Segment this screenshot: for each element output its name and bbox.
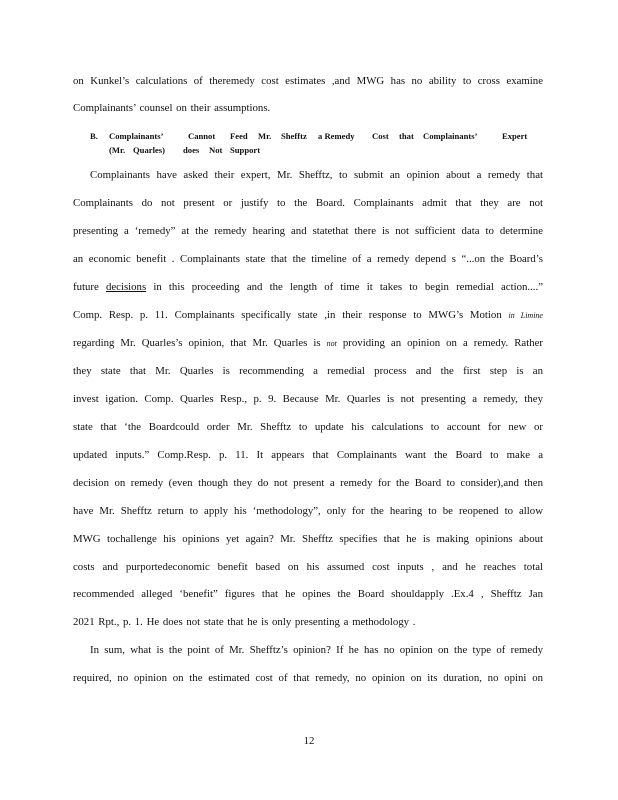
heading-word: Cannot: [188, 131, 216, 141]
heading-word: that: [399, 131, 414, 141]
text-run: regarding Mr. Quarles’s opinion, that Mr. Quarles is: [73, 337, 321, 349]
text-line: Complainants have asked their expert, Mr. Shefftz, to submit an opinion about a remedy that: [90, 169, 543, 181]
text-line: Complainants do not present or justify to the Board. Complainants admit that they are not: [73, 197, 543, 209]
text-line: invest igation. Comp. Quarles Resp., p. 9. Because Mr. Quarles is not presenting a remedy, they: [73, 393, 543, 405]
heading-word: (Mr.: [109, 145, 126, 155]
text-line: recommended alleged ‘benefit” figures that he opines the Board shouldapply .Ex.4 , Shefftz Jan: [73, 588, 543, 600]
text-run: providing an opinion on a remedy. Rather: [342, 337, 543, 349]
heading-word: Shefftz: [281, 131, 307, 141]
text-line: [73, 280, 543, 294]
heading-word: Not: [209, 145, 223, 155]
heading-word: Mr.: [258, 131, 272, 141]
italic-word: not: [326, 339, 337, 348]
text-line: decision on remedy (even though they do not present a remedy for the Board to consider),and then: [73, 477, 543, 489]
heading-word: a Remedy: [318, 131, 355, 141]
heading-word: Complainants’: [423, 131, 478, 141]
text-run: in this proceeding and the length of time it takes to begin remedial action....”: [153, 281, 543, 293]
text-line: 2021 Rpt., p. 1. He does not state that he is only presenting a methodology .: [73, 616, 416, 628]
heading-word: Cost: [372, 131, 389, 141]
heading-word: Expert: [502, 131, 528, 141]
text-line: Complainants’ counsel on their assumptions.: [73, 102, 271, 114]
text-line: [73, 336, 543, 350]
heading-letter: B.: [90, 131, 98, 141]
text-line: updated inputs.” Comp.Resp. p. 11. It appears that Complainants want the Board to make a: [73, 449, 543, 461]
heading-word: Support: [230, 145, 261, 155]
heading-word: does: [183, 145, 200, 155]
underlined-word: decisions: [105, 281, 147, 293]
page-number: 12: [303, 735, 315, 747]
heading-word: Complainants’: [109, 131, 164, 141]
text-run: future: [73, 281, 99, 293]
heading-word: Feed: [230, 131, 248, 141]
text-line: they state that Mr. Quarles is recommending a remedial process and the first step is an: [73, 365, 543, 377]
text-line: have Mr. Shefftz return to apply his ‘methodology”, only for the hearing to be reopened to allow: [73, 505, 543, 517]
text-line: costs and purportedeconomic benefit based on his assumed cost inputs , and he reaches total: [73, 561, 543, 573]
text-line: state that ‘the Boardcould order Mr. Shefftz to update his calculations to account for new or: [73, 421, 543, 433]
text-line: an economic benefit . Complainants state that the timeline of a remedy depend s “...on the Board’s: [73, 253, 543, 265]
text-line: MWG tochallenge his opinions yet again? Mr. Shefftz specifies that he is making opinions about: [73, 533, 543, 545]
text-line: [73, 308, 543, 322]
text-line: required, no opinion on the estimated cost of that remedy, no opinion on its duration, no opini on: [73, 672, 543, 684]
text-line: on Kunkel’s calculations of theremedy cost estimates ,and MWG has no ability to cross examine: [73, 75, 543, 87]
heading-word: Quarles): [133, 145, 165, 155]
text-line: presenting a ‘remedy” at the remedy hearing and statethat there is not sufficient data to determine: [73, 225, 543, 237]
italic-phrase: in Limine: [508, 311, 543, 320]
text-line: In sum, what is the point of Mr. Shefftz’s opinion? If he has no opinion on the type of remedy: [90, 644, 543, 656]
text-run: Comp. Resp. p. 11. Complainants specifically state ,in their response to MWG’s Motion: [73, 309, 502, 321]
